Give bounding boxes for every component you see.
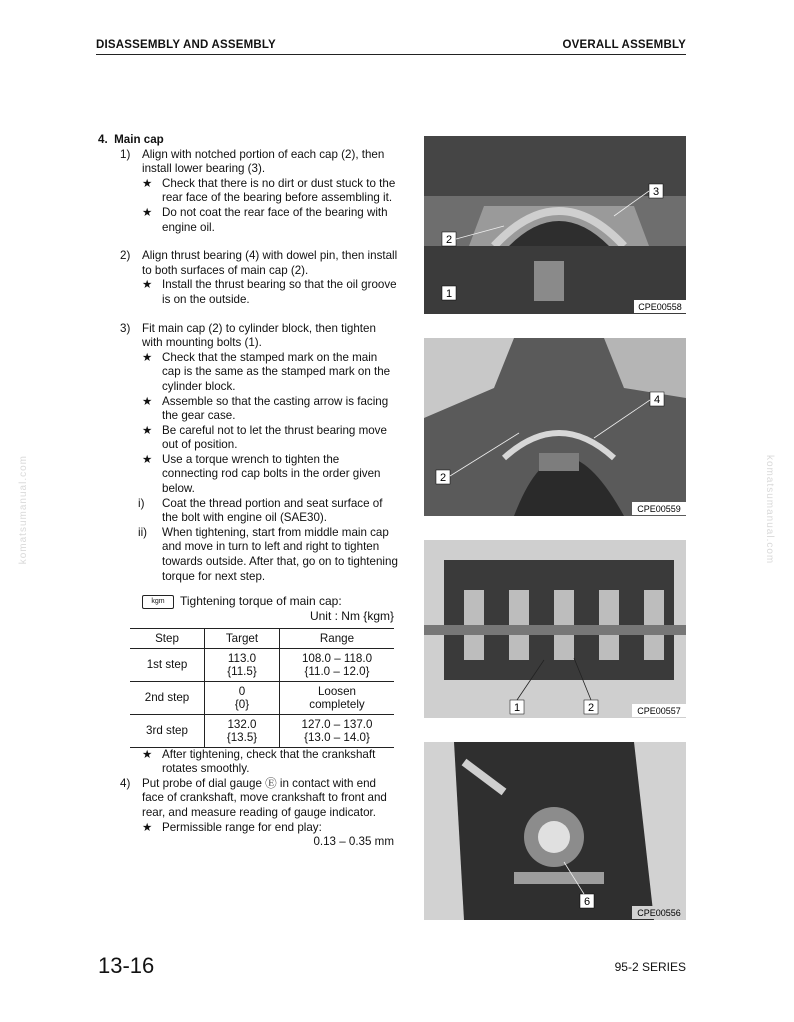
table-row (130, 648, 394, 681)
step-1-text: Align with notched portion of each cap (2), then install lower bearing (3). (142, 147, 385, 176)
table-cell-range: Loosen completely (280, 681, 395, 714)
step-1-note: ★ Check that there is no dirt or dust stuck to the rear face of the bearing before assembling it. (142, 176, 396, 205)
watermark-right: komatsumanual.com (764, 455, 775, 565)
callout-label: 1 (513, 702, 521, 714)
step-2-text: Align thrust bearing (4) with dowel pin, then install to both surfaces of main cap (2). (142, 249, 398, 277)
callout-label: 3 (652, 186, 660, 198)
table-row (130, 714, 394, 747)
callout-label: 2 (439, 472, 447, 484)
step-4-text: Put probe of dial gauge Ⓔ in contact with end face of crankshaft, move crankshaft to front and rear, and measure reading of gauge indicator. (142, 776, 387, 820)
step-3-text: Fit main cap (2) to cylinder block, then tighten with mounting bolts (1). (142, 321, 376, 350)
torque-title: Tightening torque of main cap: (180, 594, 342, 609)
star-icon: ★ (142, 278, 153, 292)
callout-label: 4 (653, 394, 661, 406)
table-cell-step: 1st step (130, 648, 205, 681)
page-number: 13-16 (98, 953, 155, 978)
photo-thrust-bearing (424, 338, 686, 516)
after-tightening-note: ★ After tightening, check that the crankshaft rotates smoothly. (142, 747, 376, 776)
callout-label: 2 (587, 702, 595, 714)
table-header: Step (130, 628, 205, 648)
photo-main-cap-bolts (424, 540, 686, 718)
table-cell-step: 2nd step (130, 681, 205, 714)
step-4-number: 4) (120, 776, 131, 790)
step-3-note: ★ Check that the stamped mark on the main cap is the same as the stamped mark on the cylinder block. (142, 350, 391, 393)
table-header-row (130, 628, 394, 648)
end-play-value: 0.13 – 0.35 mm (313, 835, 394, 849)
series-label: 95-2 SERIES (614, 960, 686, 974)
photo-main-cap-bearing (424, 136, 686, 314)
star-icon: ★ (142, 176, 153, 190)
step-3-note: ★ Use a torque wrench to tighten the connecting rod cap bolts in the order given below. (142, 452, 381, 496)
table-cell-target: 113.0 {11.5} (205, 648, 280, 681)
star-icon: ★ (142, 423, 153, 437)
header-chapter-title: OVERALL ASSEMBLY (562, 39, 686, 51)
step-3-sub-ii: ii) When tightening, start from middle main cap and move in turn to left and right to tighten towards outside. After that, go on to tightening torque for next step. (138, 525, 398, 583)
step-2-number: 2) (120, 249, 131, 263)
photo-dial-gauge (424, 742, 686, 920)
table-cell-step: 3rd step (130, 714, 205, 747)
step-3-note: ★ Be careful not to let the thrust bearing move out of position. (142, 423, 387, 452)
table-row (130, 681, 394, 714)
step-2 (120, 249, 398, 278)
section-title: Main cap (114, 133, 164, 146)
table-cell-target: 132.0 {13.5} (205, 714, 280, 747)
torque-table (130, 628, 394, 748)
watermark-left: komatsumanual.com (18, 455, 29, 565)
table-header: Range (280, 628, 395, 648)
star-icon: ★ (142, 820, 153, 834)
step-3-number: 3) (120, 321, 131, 335)
step-4 (120, 777, 398, 821)
star-icon: ★ (142, 205, 153, 219)
torque-heading (142, 594, 398, 609)
photo-code: CPE00558 (638, 302, 682, 312)
photo-code: CPE00559 (637, 504, 681, 514)
callout-label: 6 (583, 896, 591, 908)
table-cell-range: 127.0 – 137.0 {13.0 – 14.0} (280, 714, 395, 747)
photo-code: CPE00556 (637, 908, 681, 918)
step-3-note: ★ Assemble so that the casting arrow is facing the gear case. (142, 394, 389, 423)
callout-label: 2 (445, 234, 453, 246)
step-4-note: ★ Permissible range for end play: (142, 820, 322, 834)
torque-unit: Unit : Nm {kgm} (309, 609, 394, 624)
step-3-sub-i: i) Coat the thread portion and seat surface of the bolt with engine oil (SAE30). (138, 496, 383, 525)
table-header: Target (205, 628, 280, 648)
table-cell-target: 0 {0} (205, 681, 280, 714)
step-2-note: ★ Install the thrust bearing so that the oil groove is on the outside. (142, 278, 397, 306)
star-icon: ★ (142, 452, 153, 466)
star-icon: ★ (142, 747, 153, 761)
section-number: 4. (98, 133, 108, 146)
star-icon: ★ (142, 350, 153, 364)
section-heading (98, 133, 398, 148)
step-1-number: 1) (120, 147, 131, 161)
table-cell-range: 108.0 – 118.0 {11.0 – 12.0} (280, 648, 395, 681)
header-rule (96, 54, 686, 55)
torque-wrench-icon: kgm (142, 595, 174, 609)
instructions-column (98, 133, 398, 850)
callout-label: 1 (445, 288, 453, 300)
step-1 (120, 148, 398, 177)
step-1-note: ★ Do not coat the rear face of the bearing with engine oil. (142, 205, 388, 234)
header-section-title: DISASSEMBLY AND ASSEMBLY (96, 39, 276, 51)
step-3 (120, 322, 398, 351)
photo-code: CPE00557 (637, 706, 681, 716)
star-icon: ★ (142, 394, 153, 408)
